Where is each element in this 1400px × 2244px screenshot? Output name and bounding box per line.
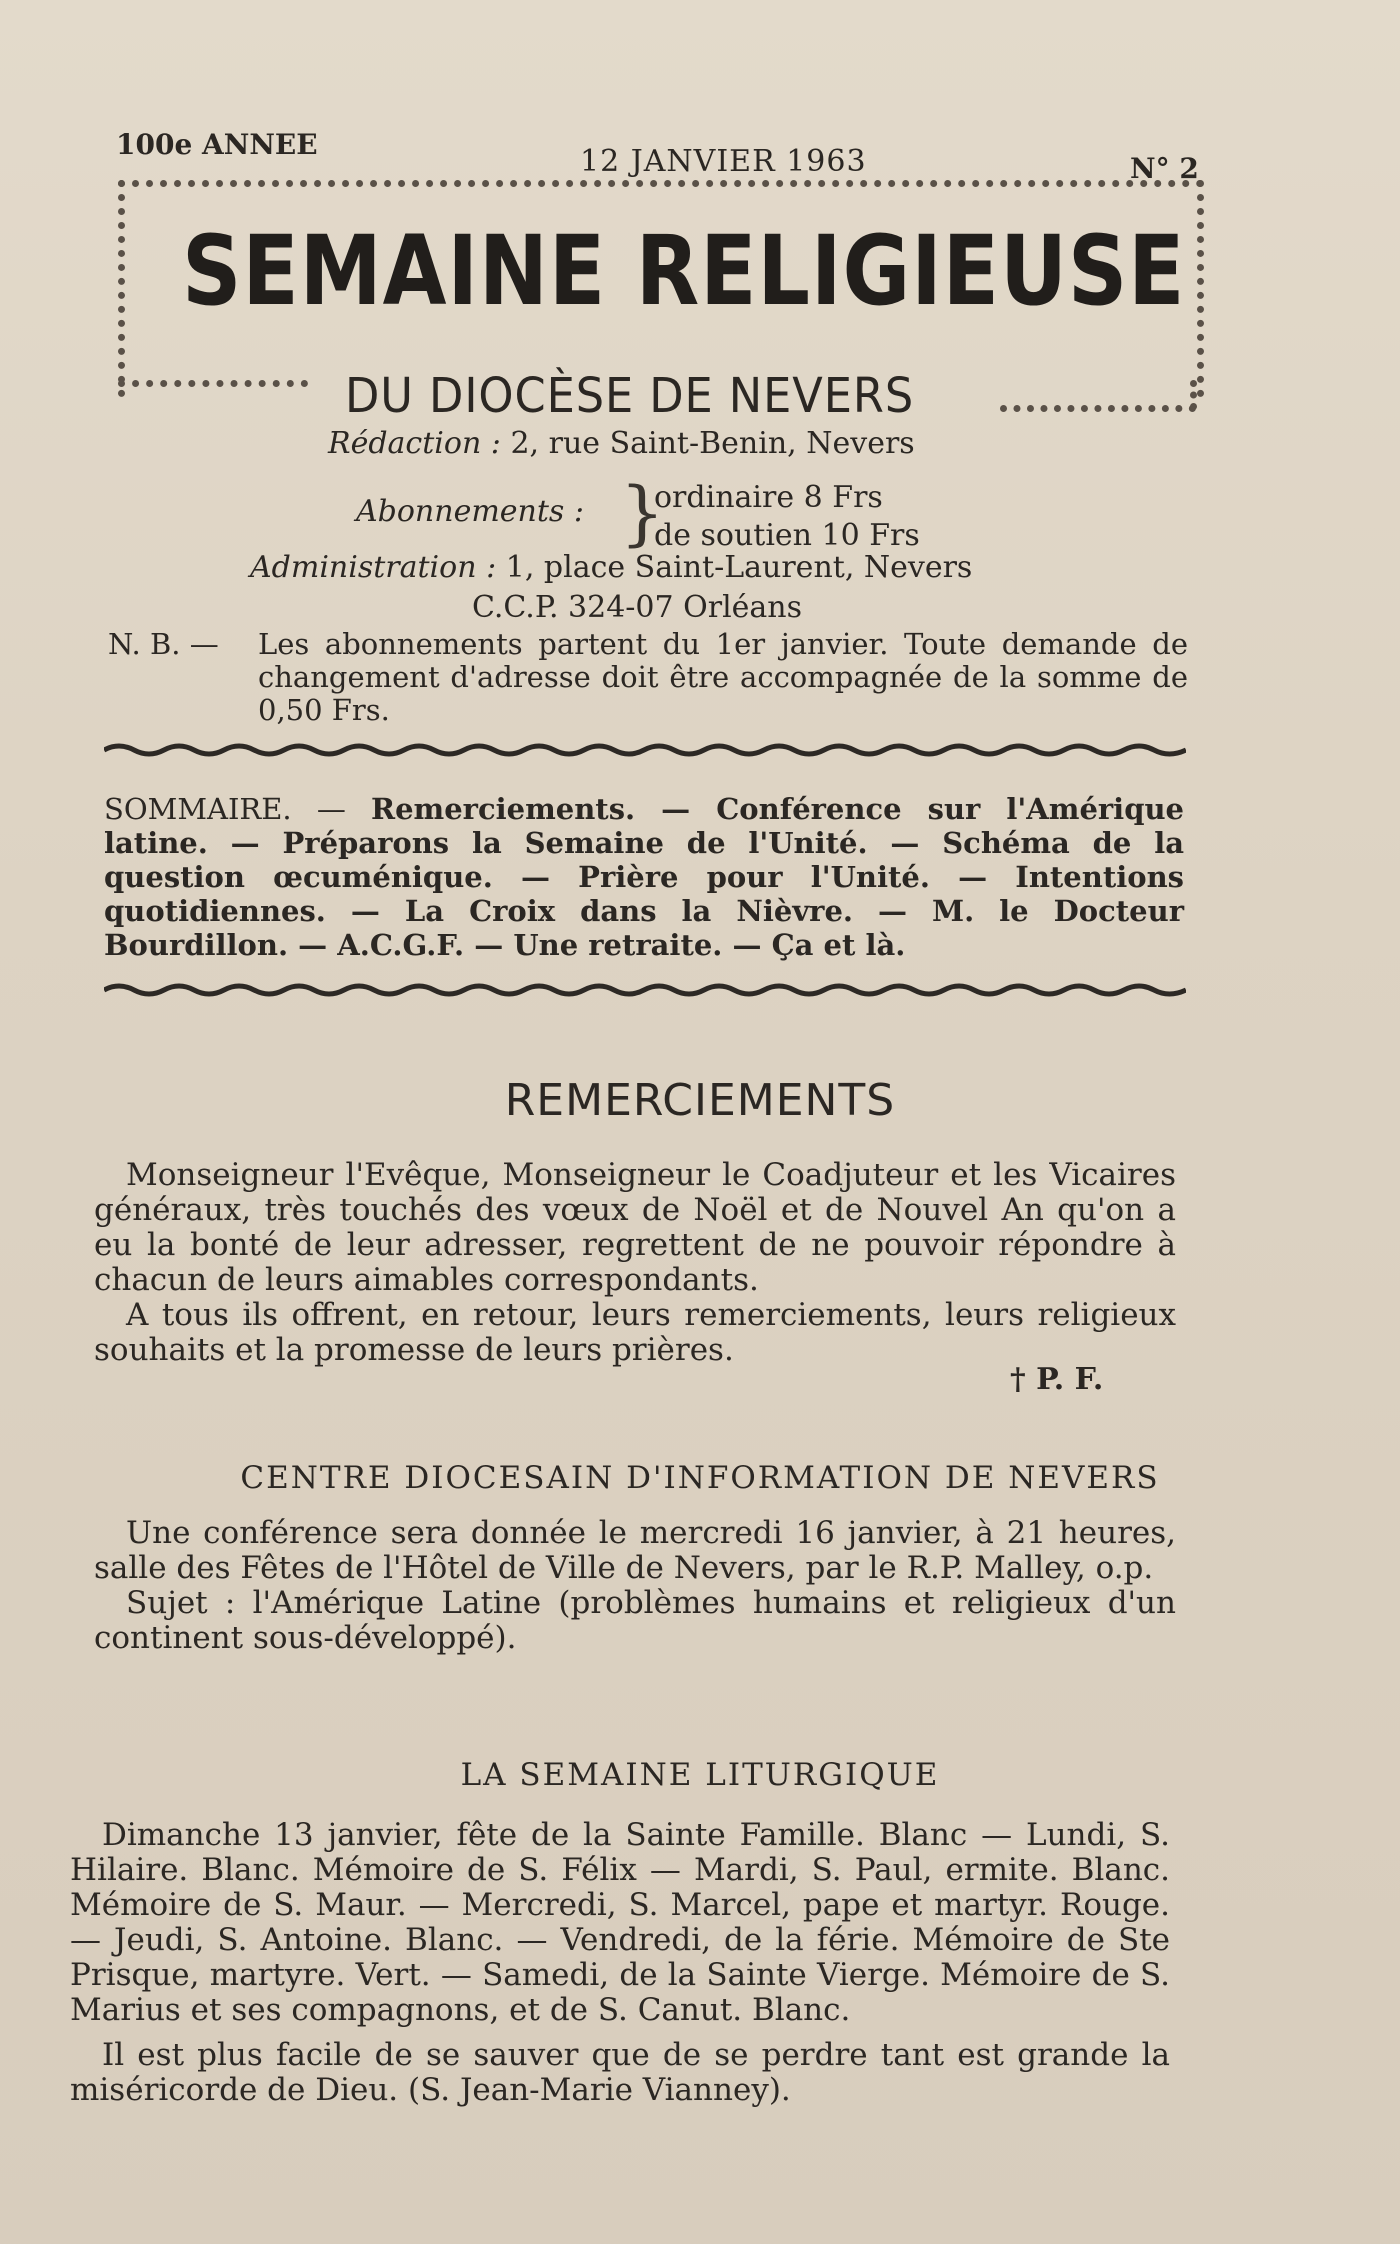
masthead-frame-edge bbox=[1000, 405, 1196, 412]
masthead-frame-edge bbox=[118, 380, 308, 387]
nota-bene-label: N. B. — bbox=[108, 627, 219, 661]
abonnements-label: Abonnements : bbox=[356, 494, 584, 529]
abonnement-soutien: de soutien 10 Frs bbox=[654, 518, 920, 553]
wavy-divider bbox=[104, 740, 1186, 760]
paragraph: Monseigneur l'Evêque, Monseigneur le Coadjuteur et les Vicaires généraux, très touchés des vœux de Noël et de Nouvel An qu'on a eu la bonté de leur adresser, regrettent de ne pouvoir répondre à chacun de leurs aimables correspondants. bbox=[94, 1157, 1176, 1298]
liturgie-body bbox=[70, 1818, 1170, 2108]
nota-bene-text: Les abonnements partent du 1er janvier. Toute demande de changement d'adresse doit être accompagnée de la somme de 0,50 Frs. bbox=[258, 627, 1188, 727]
remerciements-body bbox=[94, 1158, 1176, 1368]
sommaire-label: SOMMAIRE. — bbox=[104, 792, 346, 826]
section-heading-liturgique: LA SEMAINE LITURGIQUE bbox=[460, 1757, 940, 1793]
wavy-divider bbox=[104, 980, 1186, 1000]
brace-glyph: } bbox=[620, 472, 665, 554]
redaction-label: Rédaction : bbox=[328, 426, 501, 461]
masthead-topline bbox=[0, 128, 1400, 185]
redaction-address: 2, rue Saint-Benin, Nevers bbox=[510, 426, 915, 461]
signature: † P. F. bbox=[1010, 1362, 1104, 1397]
sommaire-items: Remerciements. — Conférence sur l'Amérique latine. — Préparons la Semaine de l'Unité. — Schéma de la question œcuménique. — Prière pour l'Unité. — Intentions quotidiennes. — La Croix dans la Nièvre. — M. le Docteur Bourdillon. — A.C.G.F. — Une retraite. — Ça et là. bbox=[104, 792, 1185, 962]
section-heading-centre: CENTRE DIOCESAIN D'INFORMATION DE NEVERS bbox=[240, 1460, 1160, 1496]
issue-number: N° 2 bbox=[1130, 152, 1199, 185]
quote-paragraph: Il est plus facile de se sauver que de se perdre tant est grande la miséricorde de Dieu. (S. Jean-Marie Vianney). bbox=[70, 2037, 1170, 2108]
administration-label: Administration : bbox=[250, 550, 497, 585]
administration-line bbox=[250, 550, 972, 585]
publication-title: SEMAINE RELIGIEUSE bbox=[182, 215, 1186, 327]
year-of-publication: 100e ANNEE bbox=[116, 128, 318, 161]
paragraph: A tous ils offrent, en retour, leurs remerciements, leurs religieux souhaits et la promesse de leurs prières. bbox=[94, 1297, 1176, 1368]
administration-address: 1, place Saint-Laurent, Nevers bbox=[505, 550, 973, 585]
section-heading-remerciements: REMERCIEMENTS bbox=[504, 1075, 896, 1126]
masthead-frame-edge bbox=[1190, 380, 1197, 410]
publication-subtitle: DU DIOCÈSE DE NEVERS bbox=[345, 368, 915, 424]
paragraph: Sujet : l'Amérique Latine (problèmes humains et religieux d'un continent sous-développé). bbox=[94, 1585, 1176, 1656]
ccp-line: C.C.P. 324-07 Orléans bbox=[472, 590, 803, 625]
issue-date: 12 JANVIER 1963 bbox=[580, 144, 867, 179]
sommaire bbox=[104, 792, 1184, 962]
redaction-line bbox=[328, 426, 915, 461]
paragraph: Une conférence sera donnée le mercredi 16 janvier, à 21 heures, salle des Fêtes de l'Hôtel de Ville de Nevers, par le R.P. Malley, o.p. bbox=[94, 1515, 1176, 1586]
abonnement-ordinaire: ordinaire 8 Frs bbox=[654, 480, 883, 515]
paragraph: Dimanche 13 janvier, fête de la Sainte Famille. Blanc — Lundi, S. Hilaire. Blanc. Mémoire de S. Félix — Mardi, S. Paul, ermite. Blanc. Mémoire de S. Maur. — Mercredi, S. Marcel, pape et martyr. Rouge. — Jeudi, S. Antoine. Blanc. — Vendredi, de la férie. Mémoire de Ste Prisque, martyre. Vert. — Samedi, de la Sainte Vierge. Mémoire de S. Marius et ses compagnons, et de S. Canut. Blanc. bbox=[70, 1817, 1170, 2028]
centre-body bbox=[94, 1516, 1176, 1656]
